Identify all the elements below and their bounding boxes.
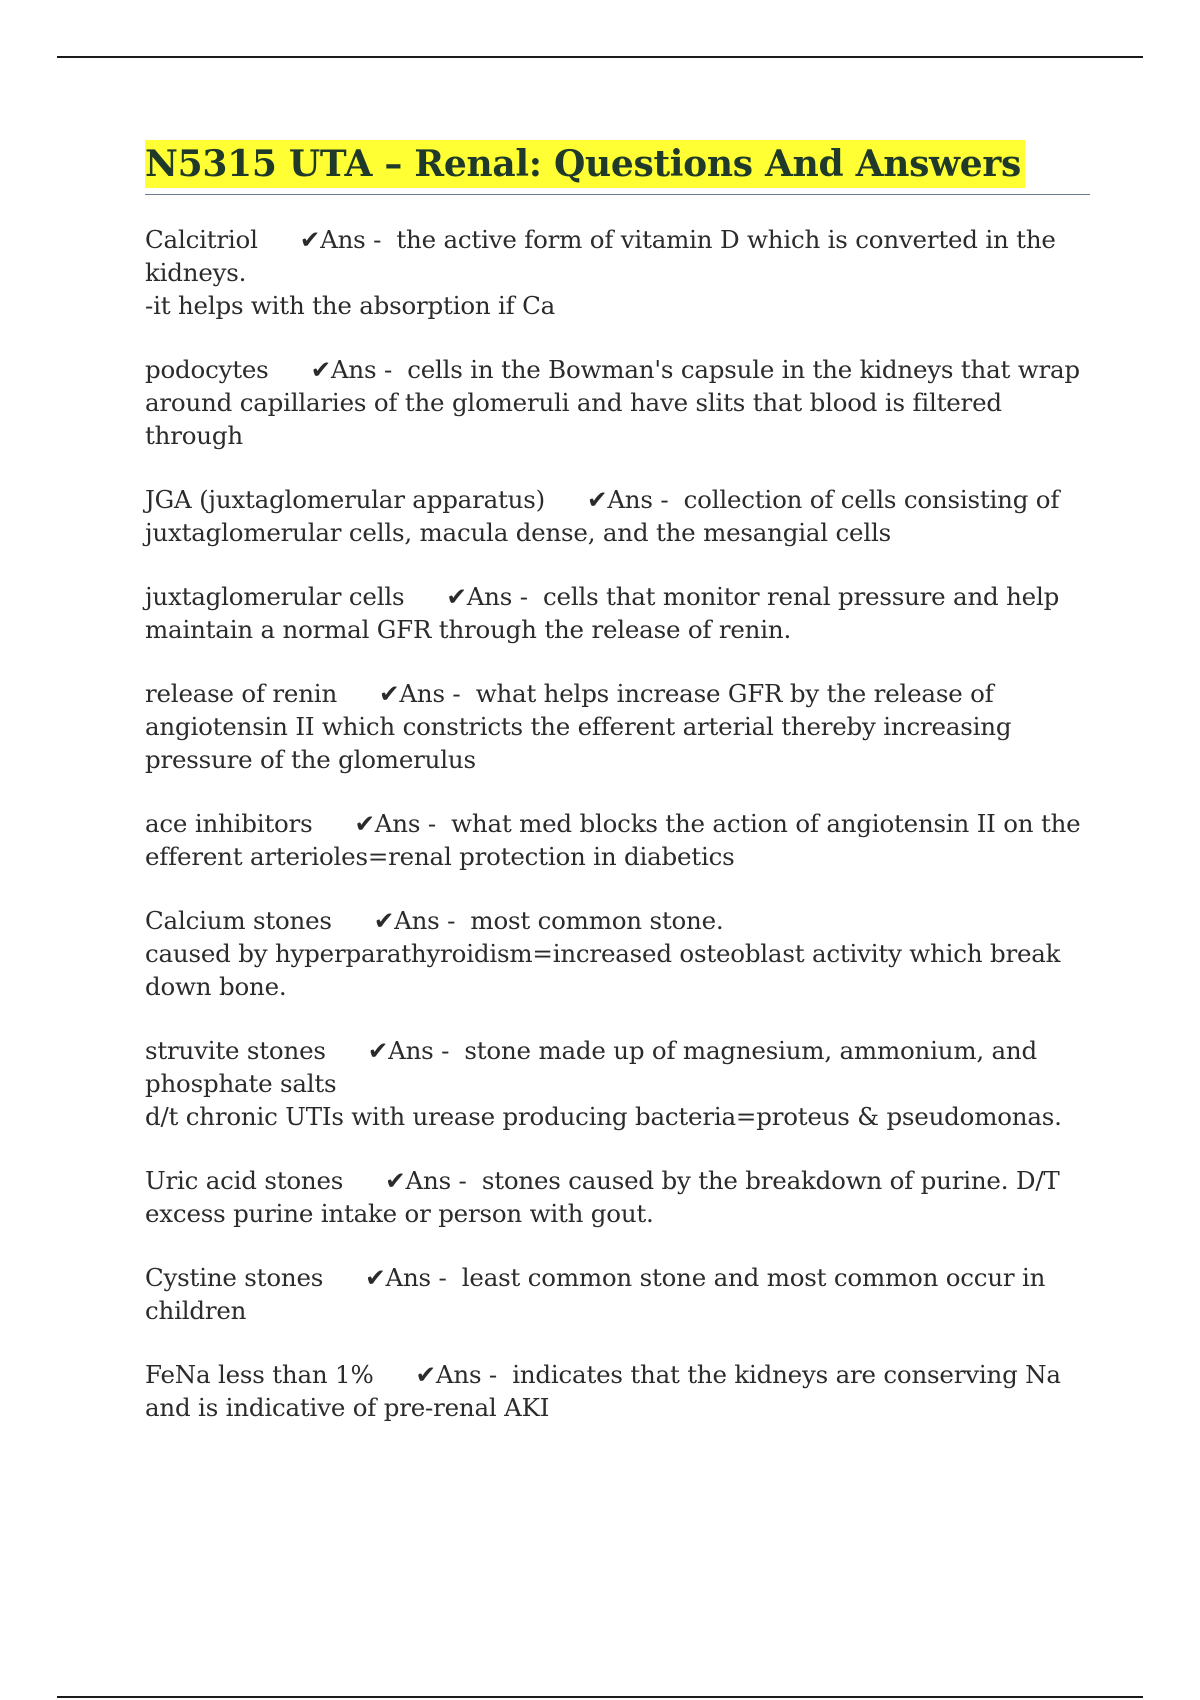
- qa-term: ace inhibitors: [145, 809, 313, 838]
- qa-list: [145, 223, 1090, 1424]
- qa-answer: indicates that the kidneys are conserving Na and is indicative of pre-renal AKI: [145, 1360, 1061, 1422]
- ans-separator: -: [439, 906, 463, 935]
- qa-term: Calcium stones: [145, 906, 332, 935]
- qa-answer: the active form of vitamin D which is converted in the kidneys.: [145, 225, 1056, 287]
- qa-answer: stones caused by the breakdown of purine. D/T excess purine intake or person with gout.: [145, 1166, 1060, 1228]
- ans-label: Ans: [435, 1360, 482, 1389]
- ans-label: Ans: [330, 355, 377, 384]
- ans-label: Ans: [385, 1263, 431, 1292]
- bottom-rule: [57, 1696, 1143, 1698]
- checkmark-icon: ✔: [299, 225, 321, 254]
- qa-extra-line: d/t chronic UTIs with urease producing bacteria=proteus & pseudomonas.: [145, 1102, 1062, 1131]
- qa-item: [145, 580, 1090, 646]
- qa-item: [145, 483, 1090, 549]
- qa-item: [145, 1164, 1090, 1230]
- qa-answer: cells that monitor renal pressure and help maintain a normal GFR through the release of renin.: [145, 582, 1060, 644]
- ans-label: Ans: [607, 485, 653, 514]
- qa-answer: stone made up of magnesium, ammonium, and phosphate salts: [145, 1036, 1037, 1098]
- ans-separator: -: [512, 582, 536, 611]
- qa-main-line: [145, 353, 1090, 452]
- checkmark-icon: ✔: [446, 582, 467, 611]
- qa-item: [145, 223, 1090, 322]
- qa-term: FeNa less than 1%: [145, 1360, 374, 1389]
- qa-answer: what helps increase GFR by the release of angiotensin II which constricts the efferent arterial thereby increasing pressure of the glomerulus: [145, 679, 1012, 774]
- qa-main-line: [145, 1164, 1090, 1230]
- qa-answer: collection of cells consisting of juxtaglomerular cells, macula dense, and the mesangial cells: [145, 485, 1060, 547]
- ans-separator: -: [481, 1360, 505, 1389]
- qa-extra-line: caused by hyperparathyroidism=increased osteoblast activity which break down bone.: [145, 939, 1061, 1001]
- qa-answer: what med blocks the action of angiotensin II on the efferent arterioles=renal protection in diabetics: [145, 809, 1081, 871]
- checkmark-icon: ✔: [310, 355, 331, 384]
- qa-main-line: [145, 1034, 1090, 1100]
- ans-separator: -: [652, 485, 677, 514]
- ans-separator: -: [420, 809, 444, 838]
- qa-term: JGA (juxtaglomerular apparatus): [145, 485, 545, 514]
- qa-item: [145, 904, 1090, 1003]
- ans-separator: -: [365, 225, 389, 254]
- qa-main-line: [145, 223, 1090, 289]
- qa-item: [145, 677, 1090, 776]
- qa-term: release of renin: [145, 679, 338, 708]
- qa-main-line: [145, 677, 1090, 776]
- qa-term: Uric acid stones: [145, 1166, 344, 1195]
- checkmark-icon: ✔: [385, 1166, 406, 1195]
- qa-main-line: [145, 904, 1090, 937]
- checkmark-icon: ✔: [379, 679, 400, 708]
- qa-main-line: [145, 483, 1090, 549]
- document-body: [145, 140, 1090, 1455]
- qa-answer: cells in the Bowman's capsule in the kidneys that wrap around capillaries of the glomeruli and have slits that blood is filtered through: [145, 355, 1080, 450]
- ans-label: Ans: [466, 582, 513, 611]
- ans-label: Ans: [374, 809, 421, 838]
- ans-label: Ans: [320, 225, 366, 254]
- ans-label: Ans: [399, 679, 445, 708]
- qa-term: juxtaglomerular cells: [145, 582, 405, 611]
- qa-main-line: [145, 1358, 1090, 1424]
- ans-separator: -: [376, 355, 400, 384]
- qa-item: [145, 807, 1090, 873]
- ans-separator: -: [444, 679, 469, 708]
- qa-item: [145, 353, 1090, 452]
- qa-term: podocytes: [145, 355, 269, 384]
- qa-extra-line: -it helps with the absorption if Ca: [145, 291, 556, 320]
- qa-item: [145, 1358, 1090, 1424]
- checkmark-icon: ✔: [586, 485, 608, 514]
- qa-main-line: [145, 1261, 1090, 1327]
- qa-item: [145, 1034, 1090, 1133]
- qa-term: Cystine stones: [145, 1263, 324, 1292]
- checkmark-icon: ✔: [354, 809, 375, 838]
- qa-answer: most common stone.: [470, 906, 724, 935]
- ans-separator: -: [433, 1036, 457, 1065]
- document-title: N5315 UTA – Renal: Questions And Answers: [145, 140, 1025, 188]
- qa-main-line: [145, 807, 1090, 873]
- qa-main-line: [145, 580, 1090, 646]
- checkmark-icon: ✔: [367, 1036, 389, 1065]
- top-rule: [57, 56, 1143, 58]
- ans-separator: -: [430, 1263, 455, 1292]
- ans-label: Ans: [388, 1036, 434, 1065]
- ans-label: Ans: [405, 1166, 451, 1195]
- qa-answer: least common stone and most common occur in children: [145, 1263, 1046, 1325]
- title-block: [145, 140, 1090, 195]
- qa-term: struvite stones: [145, 1036, 326, 1065]
- qa-item: [145, 1261, 1090, 1327]
- qa-term: Calcitriol: [145, 225, 258, 254]
- checkmark-icon: ✔: [415, 1360, 436, 1389]
- ans-separator: -: [450, 1166, 475, 1195]
- checkmark-icon: ✔: [373, 906, 395, 935]
- checkmark-icon: ✔: [365, 1263, 386, 1292]
- ans-label: Ans: [394, 906, 440, 935]
